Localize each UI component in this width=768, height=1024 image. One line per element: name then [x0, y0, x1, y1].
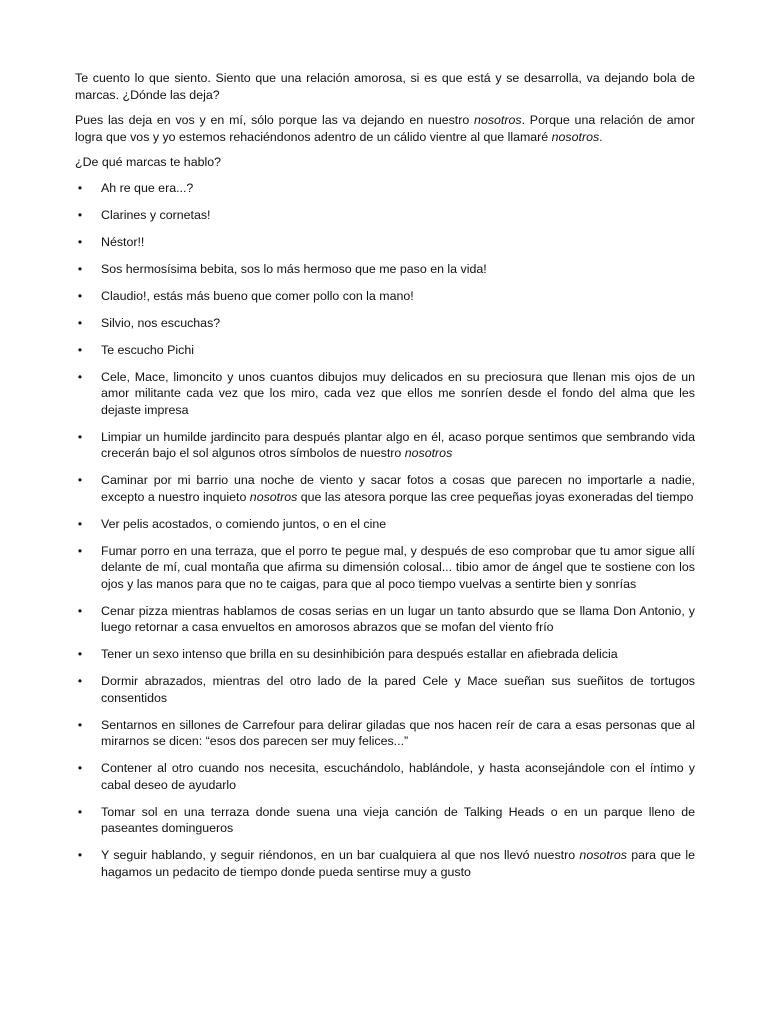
bullet-icon: •	[77, 674, 83, 688]
list-item-text: Contener al otro cuando nos necesita, escuchándolo, hablándole, y hasta aconsejándole con el íntimo y cabal deseo de ayudarlo	[101, 761, 695, 792]
list-item	[75, 288, 695, 305]
list-item-text-after: para que le hagamos un pedacito de tiempo donde pueda sentirse muy a gusto	[101, 848, 695, 879]
list-item	[75, 717, 695, 750]
list-item-text: Sos hermosísima bebita, sos lo más hermoso que me paso en la vida!	[101, 261, 487, 276]
intro-paragraph-2	[75, 112, 695, 145]
list-item	[75, 543, 695, 593]
bullet-icon: •	[77, 315, 83, 330]
list-item-text: Tomar sol en una terraza donde suena una vieja canción de Talking Heads o en un parque lleno de paseantes domingueros	[101, 804, 695, 835]
bullet-icon: •	[77, 804, 83, 819]
list-item-nosotros: nosotros	[249, 489, 298, 504]
list-item-text: Cele, Mace, limoncito y unos cuantos dibujos muy delicados en su preciosura que llenan mis ojos de un amor militante cada vez que los miro, cada vez que ellos me sonríen desde el fondo del alma que les dejaste impresa	[101, 369, 695, 417]
bullet-icon: •	[77, 234, 83, 249]
list-item-text: Silvio, nos escuchas?	[101, 315, 221, 330]
list-item-text: Y seguir hablando, y seguir riéndonos, en un bar cualquiera al que nos llevó nuestro	[101, 848, 580, 862]
list-item	[75, 516, 695, 533]
bullet-icon: •	[77, 603, 83, 618]
bullet-icon: •	[77, 180, 83, 195]
intro-paragraph-3: ¿De qué marcas te hablo?	[75, 155, 222, 169]
document-page	[75, 70, 695, 891]
list-item-nosotros: nosotros	[404, 446, 453, 460]
list-item-text: Limpiar un humilde jardincito para después plantar algo en él, acaso porque sentimos que sembrando vida crecerán bajo el sol algunos otros símbolos de nuestro	[101, 429, 695, 460]
list-item	[75, 646, 695, 663]
bullet-icon: •	[77, 717, 83, 732]
list-item-text: Tener un sexo intenso que brilla en su desinhibición para después estallar en afiebrada delicia	[101, 647, 618, 661]
list-item	[75, 804, 695, 837]
list-item	[75, 847, 695, 880]
list-item	[75, 342, 695, 359]
bullet-icon: •	[77, 848, 83, 862]
list-item	[75, 760, 695, 793]
list-item-text: Cenar pizza mientras hablamos de cosas serias en un lugar un tanto absurdo que se llama Don Antonio, y luego retornar a casa envueltos en amorosos abrazos que se mofan del viento frío	[101, 603, 695, 634]
list-item	[75, 369, 695, 419]
list-item	[75, 234, 695, 251]
list-item-text: Ah re que era...?	[101, 180, 194, 195]
bullet-icon: •	[77, 761, 83, 775]
bullet-icon: •	[77, 647, 83, 661]
intro-p2-text-a: Pues las deja en vos y en mí, sólo porque las va dejando en nuestro	[75, 113, 475, 127]
list-item-text: Néstor!!	[101, 234, 145, 249]
marks-list	[75, 180, 695, 881]
list-item	[75, 603, 695, 636]
list-item	[75, 180, 695, 197]
list-item-text: Ver pelis acostados, o comiendo juntos, o en el cine	[101, 516, 387, 531]
list-item-text: Te escucho Pichi	[101, 342, 194, 357]
bullet-icon: •	[77, 516, 83, 531]
list-item-text: Clarines y cornetas!	[101, 207, 211, 222]
list-item	[75, 207, 695, 224]
bullet-icon: •	[77, 261, 83, 276]
list-item	[75, 673, 695, 706]
intro-p2-text-c: .	[599, 129, 603, 144]
intro-paragraph-1: Te cuento lo que siento. Siento que una relación amorosa, si es que está y se desarrolla, va dejando bola de marcas. ¿Dónde las deja?	[75, 71, 695, 102]
list-item-text: Claudio!, estás más bueno que comer pollo con la mano!	[101, 288, 414, 303]
list-item-nosotros: nosotros	[579, 848, 627, 862]
intro-p2-nosotros-2: nosotros	[551, 129, 600, 144]
list-item	[75, 261, 695, 278]
bullet-icon: •	[77, 207, 83, 222]
bullet-icon: •	[77, 288, 83, 303]
bullet-icon: •	[77, 429, 83, 444]
list-item-text: Sentarnos en sillones de Carrefour para delirar giladas que nos hacen reír de cara a esas personas que al mirarnos se dicen: “esos dos parecen ser muy felices...”	[101, 717, 695, 748]
intro-p2-nosotros-1: nosotros	[474, 113, 522, 127]
list-item	[75, 429, 695, 462]
list-item-text-after: que las atesora porque las cree pequeñas joyas exoneradas del tiempo	[297, 489, 694, 504]
bullet-icon: •	[77, 543, 83, 558]
list-item-text: Dormir abrazados, mientras del otro lado de la pared Cele y Mace sueñan sus sueñitos de tortugos consentidos	[101, 674, 695, 705]
list-item	[75, 315, 695, 332]
bullet-icon: •	[77, 369, 83, 384]
list-item-text: Caminar por mi barrio una noche de viento y sacar fotos a cosas que parecen no importarle a nadie, excepto a nuestro inquieto	[101, 473, 695, 504]
bullet-icon: •	[77, 473, 83, 487]
bullet-icon: •	[77, 342, 83, 357]
list-item	[75, 472, 695, 505]
list-item-text: Fumar porro en una terraza, que el porro te pegue mal, y después de eso comprobar que tu amor sigue allí delante de mí, cual montaña que afirma su dimensión colosal... tibio amor de ángel que te sostiene con los ojos y las manos para que no te caigas, para que al poco tiempo vuelvas a sentirte bien y sonrías	[101, 543, 695, 591]
intro-p2-text-b: . Porque una relación de amor logra que vos y yo estemos rehaciéndonos adentro de un cálido vientre al que llamaré	[75, 113, 695, 144]
